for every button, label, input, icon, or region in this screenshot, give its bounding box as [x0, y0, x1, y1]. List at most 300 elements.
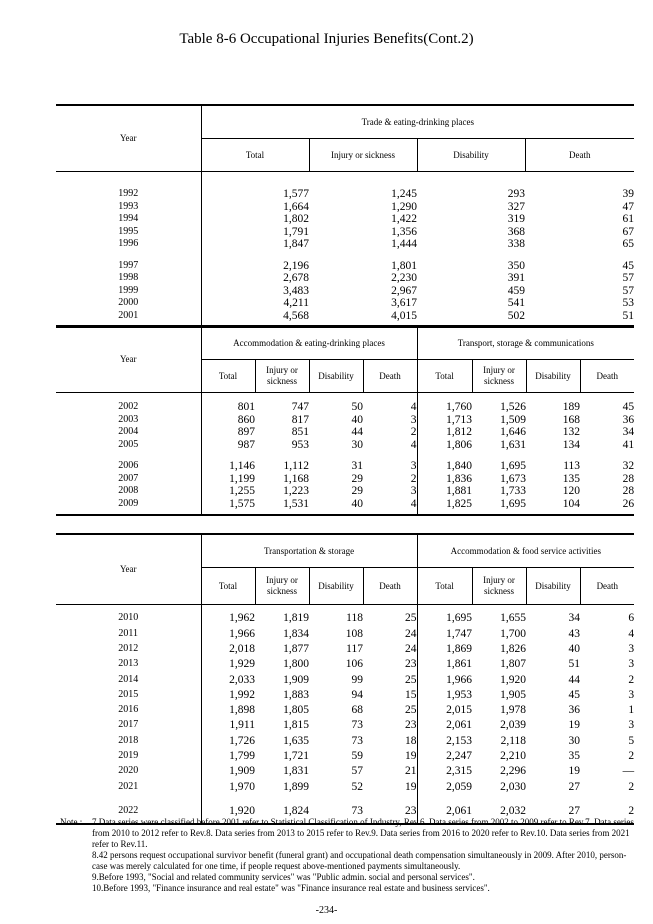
value-cell: 1,834 — [283, 627, 309, 640]
value-cell: 1,700 — [500, 627, 527, 640]
year-cell: 2018 — [118, 734, 139, 746]
value-cell: 1,635 — [283, 734, 309, 747]
value-cell: 1,831 — [283, 765, 309, 778]
value-cell: 1,978 — [500, 704, 527, 717]
value-cell: 1,726 — [201, 733, 255, 748]
col-total: Total — [201, 139, 309, 172]
value-cell: 860 — [201, 414, 255, 427]
value-cell: 1,646 — [500, 426, 527, 438]
value-cell: 1,962 — [201, 611, 255, 626]
value-cell: 1,695 — [417, 611, 472, 626]
note-10-text: 10.Before 1993, "Finance insurance and real estate" was "Finance insurance real estate and business services". — [92, 883, 490, 893]
value-cell: 1,760 — [417, 401, 472, 414]
value-cell: 2,059 — [417, 779, 472, 794]
table-row — [56, 672, 634, 687]
col-death: Death — [363, 568, 417, 605]
value-cell: 2,967 — [391, 284, 417, 297]
value-cell: 32 — [622, 460, 635, 472]
year-cell: 2013 — [118, 658, 139, 670]
value-cell: 28 — [622, 472, 635, 485]
table-row — [56, 401, 634, 414]
group-gap-row — [56, 795, 634, 804]
value-cell: 4,568 — [201, 310, 309, 323]
year-cell: 2000 — [118, 297, 139, 308]
value-cell: 1,877 — [283, 642, 309, 655]
value-cell: 99 — [351, 673, 363, 686]
value-cell: 117 — [346, 642, 363, 655]
table-row — [56, 626, 634, 641]
value-cell: 459 — [507, 284, 525, 297]
table-row — [56, 426, 634, 439]
value-cell: 1,168 — [283, 472, 309, 485]
value-cell: 2,018 — [201, 642, 255, 657]
value-cell: 1,840 — [417, 460, 472, 473]
value-cell: 6 — [628, 612, 635, 625]
value-cell: 2 — [410, 472, 417, 485]
value-cell: 2,015 — [417, 703, 472, 718]
value-cell: 1,883 — [283, 688, 309, 701]
value-cell: 23 — [405, 719, 417, 732]
value-cell: 19 — [405, 750, 417, 763]
value-cell: 1 — [628, 704, 635, 717]
value-cell: 1,444 — [391, 238, 417, 250]
table-row — [56, 703, 634, 718]
value-cell: 24 — [405, 627, 417, 640]
year-cell: 1996 — [118, 238, 139, 249]
value-cell: 953 — [291, 438, 309, 451]
value-cell: 2,247 — [417, 749, 472, 764]
value-cell: 851 — [291, 426, 309, 438]
value-cell: 801 — [201, 401, 255, 414]
value-cell: 57 — [622, 272, 635, 284]
value-cell: 18 — [405, 734, 417, 747]
table-row — [56, 260, 634, 273]
value-cell: 39 — [622, 188, 635, 200]
year-cell: 2019 — [118, 750, 139, 762]
col-total: Total — [417, 360, 472, 393]
col-total: Total — [417, 568, 472, 605]
value-cell: 1,805 — [283, 704, 309, 717]
value-cell: 3,483 — [201, 285, 309, 298]
year-cell: 1992 — [118, 188, 139, 199]
value-cell: 1,112 — [283, 460, 309, 472]
table-trade-eating-drinking — [56, 104, 634, 328]
value-cell: 1,800 — [283, 658, 309, 671]
value-cell: 541 — [507, 297, 525, 309]
value-cell: 27 — [568, 780, 581, 793]
table-transportation-food-2010 — [56, 533, 634, 825]
value-cell: 19 — [405, 780, 417, 793]
value-cell: 3 — [410, 485, 417, 497]
value-cell: 1,920 — [500, 673, 527, 686]
value-cell: 3 — [628, 658, 635, 671]
year-header: Year — [56, 105, 201, 172]
value-cell: 1,747 — [417, 626, 472, 641]
table-row — [56, 764, 634, 779]
value-cell: 59 — [351, 750, 363, 763]
value-cell: 29 — [351, 485, 363, 497]
value-cell: 1,807 — [500, 658, 527, 671]
group-header-transportation: Transportation & storage — [201, 534, 417, 568]
col-death: Death — [580, 360, 634, 393]
value-cell: 1,801 — [391, 259, 417, 272]
page-number: -234- — [315, 905, 338, 916]
value-cell: 1,509 — [500, 413, 527, 426]
value-cell: 2,153 — [417, 733, 472, 748]
value-cell: 1,802 — [201, 213, 309, 226]
year-cell: 2004 — [118, 426, 139, 437]
value-cell: 94 — [351, 688, 363, 701]
year-cell: 2020 — [118, 765, 139, 777]
group-header-trade: Trade & eating-drinking places — [201, 105, 634, 139]
value-cell: 40 — [568, 642, 581, 655]
table-row — [56, 439, 634, 452]
table-row — [56, 213, 634, 226]
year-cell: 1995 — [118, 225, 139, 237]
table-accommodation-transport-2002 — [56, 325, 634, 516]
note-9 — [60, 872, 640, 883]
value-cell: 24 — [405, 642, 417, 655]
value-cell: 25 — [405, 612, 417, 625]
value-cell: 2,061 — [417, 718, 472, 733]
value-cell: 2 — [628, 804, 635, 817]
value-cell: 1,806 — [417, 439, 472, 452]
value-cell: 1,920 — [201, 804, 255, 819]
value-cell: 338 — [507, 238, 525, 250]
value-cell: 168 — [562, 413, 581, 426]
value-cell: 1,812 — [417, 426, 472, 439]
value-cell: 1,953 — [417, 687, 472, 702]
value-cell: 73 — [351, 804, 363, 817]
value-cell: 1,531 — [283, 497, 309, 510]
value-cell: 34 — [622, 426, 635, 438]
table-row — [56, 310, 634, 323]
col-injury: Injury or sickness — [309, 139, 417, 172]
value-cell: 319 — [507, 213, 525, 225]
table-row — [56, 201, 634, 214]
value-cell: 1,290 — [391, 200, 417, 213]
value-cell: 28 — [622, 485, 635, 497]
value-cell: 1,815 — [283, 719, 309, 732]
table-row — [56, 642, 634, 657]
year-cell: 1993 — [118, 200, 139, 212]
year-cell: 2007 — [118, 472, 139, 484]
value-cell: 817 — [291, 413, 309, 426]
value-cell: 1,881 — [417, 485, 472, 498]
value-cell: 1,422 — [391, 213, 417, 225]
value-cell: 3 — [410, 460, 417, 472]
table-row — [56, 414, 634, 427]
table-row — [56, 188, 634, 201]
group-gap-row — [56, 451, 634, 460]
value-cell: 1,824 — [283, 804, 309, 817]
value-cell: 1,992 — [201, 687, 255, 702]
value-cell: 1,861 — [417, 657, 472, 672]
value-cell: 45 — [622, 401, 635, 413]
value-cell: 104 — [562, 497, 581, 510]
col-death: Death — [580, 568, 634, 605]
value-cell: 1,695 — [500, 497, 527, 510]
value-cell: 1,899 — [283, 780, 309, 793]
value-cell: 19 — [568, 765, 581, 778]
value-cell: 5 — [628, 734, 635, 747]
year-cell: 2017 — [118, 719, 139, 731]
note-8 — [60, 850, 640, 872]
value-cell: 1,199 — [201, 473, 255, 486]
value-cell: 1,526 — [500, 401, 527, 413]
year-cell: 2015 — [118, 688, 139, 700]
value-cell: 41 — [622, 438, 635, 451]
table-row — [56, 460, 634, 473]
value-cell: 118 — [346, 612, 363, 625]
value-cell: 26 — [622, 497, 635, 510]
value-cell: 1,819 — [283, 612, 309, 625]
table-row — [56, 272, 634, 285]
year-cell: 2016 — [118, 704, 139, 716]
value-cell: 1,223 — [283, 485, 309, 497]
note-label: Note : — [60, 817, 83, 827]
table-row — [56, 611, 634, 626]
page-title: Table 8-6 Occupational Injuries Benefits(Cont.2) — [179, 31, 474, 47]
value-cell: 40 — [351, 497, 363, 510]
year-header: Year — [56, 326, 201, 393]
table-row — [56, 473, 634, 486]
value-cell: 3 — [410, 413, 417, 426]
value-cell: 1,664 — [201, 201, 309, 214]
spacer-row — [56, 393, 634, 402]
note-9-text: 9.Before 1993, "Social and related community services" was "Public admin. social and personal services". — [92, 872, 475, 882]
value-cell: 132 — [562, 426, 581, 438]
value-cell: 2,039 — [500, 719, 527, 732]
note-8-text: 8.42 persons request occupational survivor benefit (funeral grant) and occupational death compensation simultaneously in 2009. After 2010, person-case was merely calculated for one time, if people request above-mentioned payments simultaneously. — [92, 850, 627, 871]
value-cell: 2 — [628, 780, 635, 793]
value-cell: — — [622, 765, 635, 778]
value-cell: 1,721 — [283, 750, 309, 763]
table-row — [56, 485, 634, 498]
value-cell: 52 — [351, 780, 363, 793]
value-cell: 47 — [622, 200, 635, 213]
value-cell: 15 — [405, 688, 417, 701]
value-cell: 40 — [351, 413, 363, 426]
group-header-accommodation: Accommodation & eating-drinking places — [201, 326, 417, 360]
value-cell: 51 — [568, 658, 581, 671]
value-cell: 1,791 — [201, 226, 309, 239]
value-cell: 2,210 — [500, 750, 527, 763]
value-cell: 1,909 — [201, 764, 255, 779]
value-cell: 23 — [405, 658, 417, 671]
year-cell: 1994 — [118, 213, 139, 224]
year-cell: 2011 — [118, 627, 139, 639]
group-gap-row — [56, 251, 634, 260]
value-cell: 2 — [410, 426, 417, 438]
table-row — [56, 718, 634, 733]
value-cell: 1,575 — [201, 498, 255, 511]
value-cell: 1,673 — [500, 472, 527, 485]
value-cell: 25 — [405, 673, 417, 686]
value-cell: 4 — [410, 497, 417, 510]
value-cell: 1,733 — [500, 485, 527, 497]
year-cell: 1998 — [118, 272, 139, 283]
year-cell: 1999 — [118, 284, 139, 296]
value-cell: 108 — [345, 627, 363, 640]
col-disability: Disability — [309, 568, 363, 605]
value-cell: 1,631 — [500, 438, 527, 451]
col-injury: Injury or sickness — [472, 568, 526, 605]
table-row — [56, 238, 634, 251]
table-row — [56, 226, 634, 239]
value-cell: 2,061 — [417, 804, 472, 819]
value-cell: 57 — [351, 765, 363, 778]
note-10 — [60, 883, 640, 894]
value-cell: 987 — [201, 439, 255, 452]
value-cell: 2,030 — [500, 780, 527, 793]
value-cell: 1,909 — [283, 673, 309, 686]
value-cell: 68 — [351, 704, 363, 717]
value-cell: 1,970 — [201, 779, 255, 794]
value-cell: 2 — [628, 673, 635, 686]
value-cell: 30 — [568, 734, 581, 747]
table-row — [56, 749, 634, 764]
year-cell: 1997 — [118, 259, 139, 271]
value-cell: 34 — [568, 612, 581, 625]
value-cell: 29 — [351, 472, 363, 485]
col-disability: Disability — [526, 568, 580, 605]
value-cell: 1,966 — [201, 626, 255, 641]
value-cell: 391 — [507, 272, 525, 284]
value-cell: 51 — [622, 309, 635, 322]
value-cell: 30 — [351, 438, 363, 451]
col-total: Total — [201, 568, 255, 605]
group-header-food-service: Accommodation & food service activities — [417, 534, 634, 568]
value-cell: 368 — [507, 225, 525, 238]
value-cell: 4 — [628, 627, 635, 640]
value-cell: 25 — [405, 704, 417, 717]
note-7 — [60, 817, 640, 850]
value-cell: 73 — [351, 734, 363, 747]
table-row — [56, 285, 634, 298]
value-cell: 1,356 — [391, 225, 417, 238]
value-cell: 23 — [405, 804, 417, 817]
year-cell: 2022 — [118, 804, 139, 816]
notes — [60, 817, 640, 894]
group-header-transport: Transport, storage & communications — [417, 326, 634, 360]
value-cell: 3 — [628, 688, 635, 701]
value-cell: 2 — [628, 750, 635, 763]
value-cell: 1,713 — [417, 414, 472, 427]
value-cell: 44 — [351, 426, 363, 438]
col-death: Death — [363, 360, 417, 393]
value-cell: 350 — [507, 259, 525, 272]
year-cell: 2010 — [118, 612, 139, 624]
year-cell: 2012 — [118, 642, 139, 654]
value-cell: 73 — [351, 719, 363, 732]
col-disability: Disability — [417, 139, 525, 172]
value-cell: 2,033 — [201, 672, 255, 687]
spacer-row — [56, 510, 634, 515]
table-row — [56, 733, 634, 748]
year-cell: 2003 — [118, 413, 139, 425]
value-cell: 19 — [568, 719, 581, 732]
value-cell: 327 — [507, 200, 525, 213]
value-cell: 35 — [568, 750, 581, 763]
value-cell: 45 — [568, 688, 581, 701]
value-cell: 45 — [622, 259, 635, 272]
value-cell: 1,929 — [201, 657, 255, 672]
value-cell: 134 — [562, 438, 581, 451]
value-cell: 2,196 — [201, 260, 309, 273]
value-cell: 27 — [568, 804, 581, 817]
value-cell: 1,905 — [500, 688, 527, 701]
year-cell: 2001 — [118, 309, 139, 321]
value-cell: 57 — [622, 284, 635, 297]
value-cell: 1,847 — [201, 238, 309, 251]
value-cell: 1,911 — [201, 718, 255, 733]
value-cell: 502 — [507, 309, 525, 322]
col-total: Total — [201, 360, 255, 393]
value-cell: 1,966 — [417, 672, 472, 687]
year-cell: 2014 — [118, 673, 139, 685]
note-7-text: 7.Data series were classified before 2001 refer to Statistical Classification of Industry, Rev.6. Data series from 2002 to 2009 refer to Rev.7. Data series from 2010 to 2012 refer to Rev.8. Data series from 2013 to 2015 refer to Rev.9. Data series from 2016 to 2020 refer to Rev.10. Data series from 2021 refer to Rev.11. — [92, 817, 634, 849]
col-disability: Disability — [526, 360, 580, 393]
value-cell: 67 — [622, 225, 635, 238]
value-cell: 113 — [563, 460, 581, 472]
value-cell: 65 — [622, 238, 635, 250]
table-row — [56, 297, 634, 310]
year-header: Year — [56, 534, 201, 605]
col-disability: Disability — [309, 360, 363, 393]
col-injury: Injury or sickness — [255, 360, 309, 393]
col-death: Death — [525, 139, 634, 172]
value-cell: 1,825 — [417, 498, 472, 511]
value-cell: 3,617 — [391, 297, 417, 309]
value-cell: 106 — [345, 658, 363, 671]
table-row — [56, 657, 634, 672]
col-injury: Injury or sickness — [472, 360, 526, 393]
value-cell: 36 — [622, 413, 635, 426]
value-cell: 36 — [568, 704, 581, 717]
year-cell: 2008 — [118, 485, 139, 496]
value-cell: 1,869 — [417, 642, 472, 657]
value-cell: 31 — [351, 460, 363, 472]
value-cell: 293 — [507, 188, 525, 200]
value-cell: 4,015 — [391, 309, 417, 322]
value-cell: 1,255 — [201, 485, 255, 498]
value-cell: 3 — [628, 642, 635, 655]
value-cell: 3 — [628, 719, 635, 732]
value-cell: 2,230 — [391, 272, 417, 284]
value-cell: 120 — [562, 485, 581, 497]
value-cell: 747 — [291, 401, 309, 413]
value-cell: 1,655 — [500, 612, 527, 625]
table-row — [56, 498, 634, 511]
value-cell: 1,245 — [391, 188, 417, 200]
value-cell: 2,118 — [500, 734, 527, 747]
table-row — [56, 779, 634, 794]
year-cell: 2005 — [118, 438, 139, 450]
value-cell: 189 — [562, 401, 581, 413]
year-cell: 2021 — [118, 780, 139, 792]
value-cell: 43 — [568, 627, 581, 640]
value-cell: 2,678 — [201, 272, 309, 285]
value-cell: 61 — [622, 213, 635, 225]
value-cell: 44 — [568, 673, 581, 686]
value-cell: 2,296 — [500, 765, 527, 778]
col-injury: Injury or sickness — [255, 568, 309, 605]
value-cell: 50 — [351, 401, 363, 413]
value-cell: 21 — [405, 765, 417, 778]
value-cell: 897 — [201, 426, 255, 439]
value-cell: 1,695 — [500, 460, 527, 472]
